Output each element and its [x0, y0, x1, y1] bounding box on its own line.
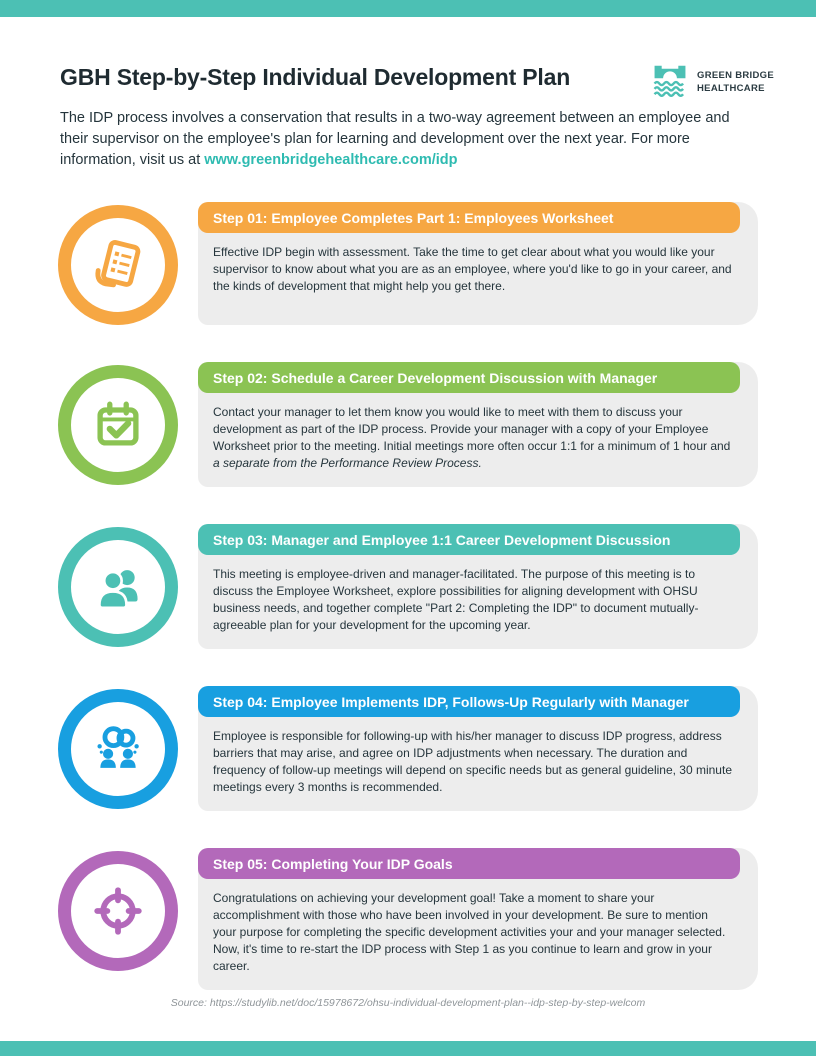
step-02-header [198, 362, 740, 393]
target-icon [89, 882, 147, 940]
step-row-02 [58, 362, 758, 487]
step-05-body-text: Congratulations on achieving your development goal! Take a moment to share your accomplishment with those who have been involved in your development. Be sure to mention your purpose for completing the specific development activities your and your manager selected. Now, it's time to re-start the IDP process with Step 1 as you continue to learn and grow in your career. [213, 891, 726, 973]
document-header [60, 58, 760, 171]
step-05-title: Step 05: Completing Your IDP Goals [213, 855, 453, 872]
top-accent-bar [0, 0, 816, 17]
logo-line2: HEALTHCARE [697, 82, 765, 94]
step-02-badge [58, 365, 178, 485]
two-people-icon [89, 558, 147, 616]
step-row-03 [58, 524, 758, 649]
step-03-body [198, 555, 758, 649]
step-03-title: Step 03: Manager and Employee 1:1 Career Development Discussion [213, 531, 671, 548]
step-03-badge [58, 527, 178, 647]
steps-list [58, 202, 758, 1027]
step-row-04 [58, 686, 758, 811]
step-02-title: Step 02: Schedule a Career Development Discussion with Manager [213, 369, 658, 386]
step-03-card [198, 524, 758, 649]
idp-link[interactable]: www.greenbridgehealthcare.com/idp [204, 152, 458, 168]
step-05-header [198, 848, 740, 879]
step-01-header [198, 202, 740, 233]
step-01-card [198, 202, 758, 325]
step-04-badge [58, 689, 178, 809]
calendar-check-icon [89, 396, 147, 454]
step-row-01 [58, 202, 758, 325]
discussion-icon [89, 720, 147, 778]
step-05-card [198, 848, 758, 990]
page-title: GBH Step-by-Step Individual Development Plan [60, 64, 571, 90]
source-citation: Source: https://studylib.net/doc/15978672/ohsu-individual-development-plan--idp-step-by-step-welcom [170, 997, 646, 1009]
step-02-card [198, 362, 758, 487]
step-01-body [198, 233, 758, 310]
step-03-body-text: This meeting is employee-driven and manager-facilitated. The purpose of this meeting is to discuss the Employee Worksheet, explore possibilities for aligning development with OHSU business needs, and together complete "Part 2: Completing the IDP" to document mutually-agreeable plan for your development for the upcoming year. [213, 567, 699, 632]
step-05-body [198, 879, 758, 990]
step-04-body-text: Employee is responsible for following-up with his/her manager to discuss IDP progress, address barriers that may arise, and agree on IDP adjustments when necessary. The duration and frequency of follow-up meetings will depend on specific needs but as general guideline, 30 minute meetings every 3 months is recommended. [213, 729, 732, 794]
intro-text: The IDP process involves a conservation that results in a two-way agreement between an employee and their supervisor on the employee's plan for learning and development over the next year. For more information, visit us at [60, 110, 730, 168]
step-02-body [198, 393, 758, 487]
step-04-card [198, 686, 758, 811]
step-05-badge [58, 851, 178, 971]
step-04-title: Step 04: Employee Implements IDP, Follows-Up Regularly with Manager [213, 693, 689, 710]
step-04-body [198, 717, 758, 811]
step-02-body-italic: a separate from the Performance Review Process. [213, 456, 482, 470]
logo-line1: GREEN BRIDGE [697, 70, 774, 82]
step-01-badge [58, 205, 178, 325]
worksheet-icon [89, 236, 147, 294]
intro-paragraph [60, 108, 732, 171]
step-row-05 [58, 848, 758, 990]
step-03-header [198, 524, 740, 555]
step-02-body-text: Contact your manager to let them know you would like to meet with them to discuss your development as part of the IDP process. Provide your manager with a copy of your Employee Worksheet prior to the meeting. Initial meetings more often occur 1:1 for a minimum of 1 hour and [213, 405, 731, 453]
step-01-body-text: Effective IDP begin with assessment. Take the time to get clear about what you would like your supervisor to know about what you are as an employee, where you'd like to go in your career, and the kinds of development that might help you get there. [213, 245, 732, 293]
bottom-accent-bar [0, 1041, 816, 1056]
step-01-title: Step 01: Employee Completes Part 1: Employees Worksheet [213, 209, 614, 226]
step-04-header [198, 686, 740, 717]
